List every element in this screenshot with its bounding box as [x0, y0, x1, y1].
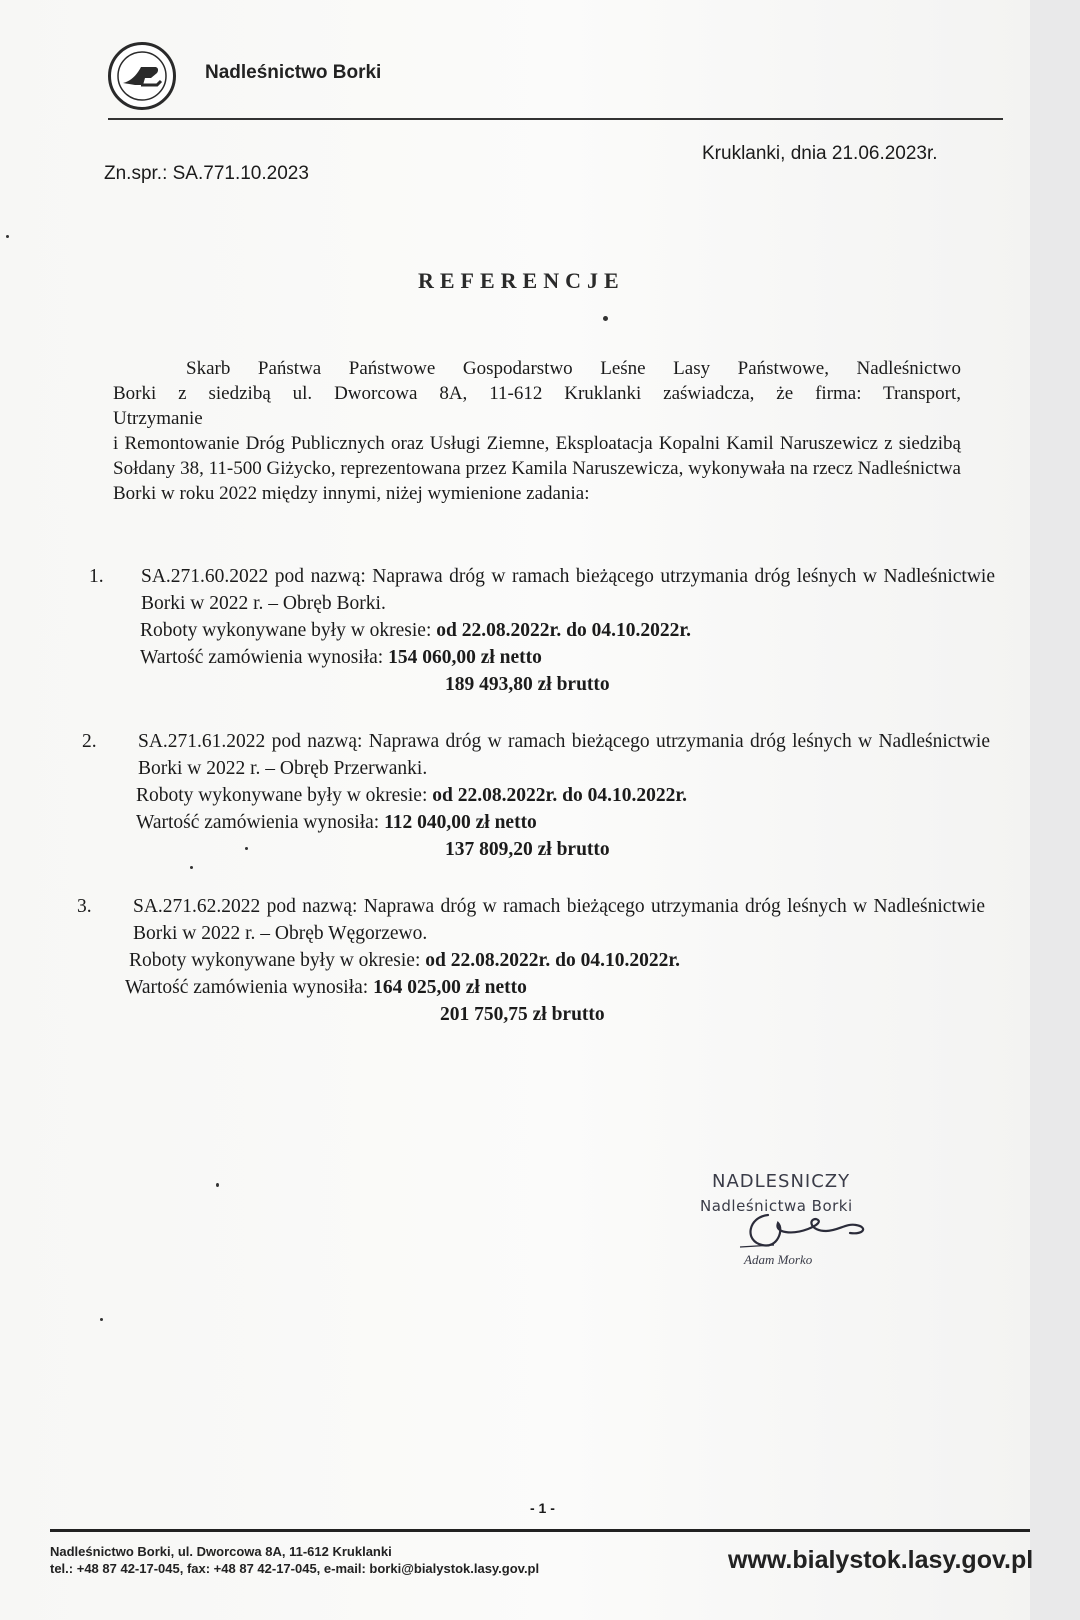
value-label: Wartość zamówienia wynosiła:: [140, 647, 384, 668]
footer-address-block: [50, 1543, 539, 1577]
period-value: od 22.08.2022r. do 04.10.2022r.: [425, 950, 681, 971]
task-item: [77, 893, 985, 1028]
footer-divider: [50, 1529, 1030, 1532]
speck: [216, 1183, 219, 1187]
period-label: Roboty wykonywane były w okresie:: [129, 950, 421, 971]
value-brutto: 137 809,20 zł brutto: [445, 839, 610, 860]
signature-org: Nadleśnictwa Borki: [700, 1197, 853, 1215]
lasy-panstwowe-logo-icon: [108, 42, 176, 110]
task-description: SA.271.61.2022 pod nazwą: Naprawa dróg w ramach bieżącego utrzymania dróg leśnych w Nadleśnictwie Borki w 2022 r. – Obręb Przerwanki.: [138, 731, 990, 779]
task-number: 1.: [89, 566, 104, 587]
period-label: Roboty wykonywane były w okresie:: [140, 620, 432, 641]
task-item: [82, 728, 990, 863]
value-netto: 154 060,00 zł netto: [388, 647, 542, 668]
header-divider: [108, 118, 1003, 120]
value-label: Wartość zamówienia wynosiła:: [125, 977, 369, 998]
footer-address: Nadleśnictwo Borki, ul. Dworcowa 8A, 11-612 Kruklanki: [50, 1544, 392, 1559]
page-number: - 1 -: [530, 1500, 555, 1516]
intro-line: Utrzymanie: [113, 408, 203, 429]
speck: [100, 1318, 103, 1321]
speck: [190, 866, 193, 869]
org-name: Nadleśnictwo Borki: [205, 62, 382, 83]
value-label: Wartość zamówienia wynosiła:: [136, 812, 380, 833]
task-number: 2.: [82, 731, 97, 752]
task-number: 3.: [77, 896, 92, 917]
value-netto: 112 040,00 zł netto: [384, 812, 537, 833]
signatory-name: Adam Morko: [744, 1252, 813, 1267]
value-netto: 164 025,00 zł netto: [373, 977, 527, 998]
handwritten-signature: [738, 1205, 898, 1255]
place-date: Kruklanki, dnia 21.06.2023r.: [702, 143, 938, 164]
speck: [603, 316, 608, 321]
signature-role: NADLESNICZY: [712, 1171, 851, 1192]
period-value: od 22.08.2022r. do 04.10.2022r.: [436, 620, 692, 641]
task-description: SA.271.62.2022 pod nazwą: Naprawa dróg w ramach bieżącego utrzymania dróg leśnych w Nadleśnictwie Borki w 2022 r. – Obręb Węgorzewo.: [133, 896, 985, 944]
intro-line: Skarb Państwa Państwowe Gospodarstwo Leśne Lasy Państwowe, Nadleśnictwo: [186, 358, 961, 379]
value-brutto: 189 493,80 zł brutto: [445, 674, 610, 695]
intro-paragraph: [113, 356, 961, 506]
period-value: od 22.08.2022r. do 04.10.2022r.: [432, 785, 688, 806]
footer-website: www.bialystok.lasy.gov.pl: [728, 1546, 1034, 1574]
intro-line: Borki z siedzibą ul. Dworcowa 8A, 11-612 Kruklanki zaświadcza, że firma: Transport,: [113, 383, 961, 404]
intro-line: i Remontowanie Dróg Publicznych oraz Usługi Ziemne, Eksploatacja Kopalni Kamil Naruszewicz z siedzibą Sołdany 38, 11-500 Giżycko, reprezentowana przez Kamila Naruszewicza, wykonywała na rzecz Nadleśnictwa Borki w roku 2022 między innymi, niżej wymienione zadania:: [113, 433, 961, 504]
speck: [6, 235, 9, 238]
period-label: Roboty wykonywane były w okresie:: [136, 785, 428, 806]
speck: [245, 847, 248, 850]
footer-contact: tel.: +48 87 42-17-045, fax: +48 87 42-17-045, e-mail: borki@bialystok.lasy.gov.pl: [50, 1561, 540, 1576]
reference-number: Zn.spr.: SA.771.10.2023: [104, 163, 309, 184]
task-item: [89, 563, 995, 698]
document-title: REFERENCJE: [418, 268, 625, 293]
value-brutto: 201 750,75 zł brutto: [440, 1004, 605, 1025]
task-description: SA.271.60.2022 pod nazwą: Naprawa dróg w ramach bieżącego utrzymania dróg leśnych w Nadleśnictwie Borki w 2022 r. – Obręb Borki.: [141, 566, 995, 614]
